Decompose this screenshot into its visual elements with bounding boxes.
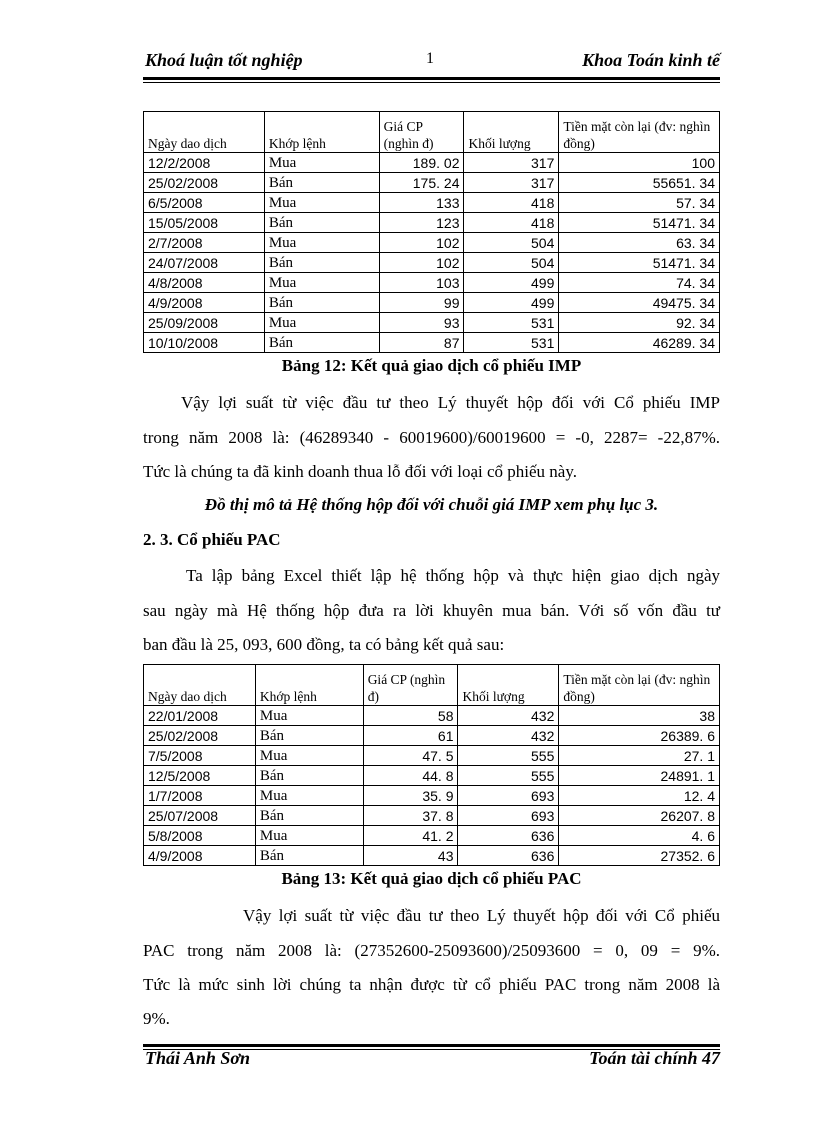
- cell-volume: 432: [458, 706, 559, 726]
- imp-return-line-3: Tức là chúng ta đã kinh doanh thua lỗ đối với loại cổ phiếu này.: [143, 462, 577, 481]
- cell-date: 4/9/2008: [144, 846, 256, 866]
- cell-volume: 693: [458, 786, 559, 806]
- table-row: [144, 806, 720, 826]
- cell-price: 47. 5: [363, 746, 458, 766]
- cell-date: 6/5/2008: [144, 193, 265, 213]
- cell-order: Mua: [264, 153, 379, 173]
- cell-order: Mua: [255, 746, 363, 766]
- cell-volume: 499: [464, 293, 559, 313]
- cell-price: 43: [363, 846, 458, 866]
- cell-cash: 26207. 8: [559, 806, 720, 826]
- page-number: 1: [426, 50, 434, 67]
- cell-order: Mua: [264, 193, 379, 213]
- cell-price: 35. 9: [363, 786, 458, 806]
- cell-order: Bán: [264, 333, 379, 353]
- table-12-caption: Bảng 12: Kết quả giao dịch cổ phiếu IMP: [281, 356, 582, 375]
- table-row: [144, 193, 720, 213]
- header-faculty: Khoa Toán kinh tế: [582, 50, 720, 70]
- cell-cash: 49475. 34: [559, 293, 720, 313]
- cell-price: 58: [363, 706, 458, 726]
- header-rule: [143, 77, 720, 80]
- cell-order: Bán: [264, 173, 379, 193]
- pac-intro-line-3: ban đầu là 25, 093, 600 đồng, ta có bảng kết quả sau:: [143, 635, 505, 654]
- cell-cash: 46289. 34: [559, 333, 720, 353]
- cell-order: Mua: [255, 826, 363, 846]
- cell-volume: 317: [464, 153, 559, 173]
- cell-cash: 12. 4: [559, 786, 720, 806]
- cell-date: 12/2/2008: [144, 153, 265, 173]
- cell-price: 87: [379, 333, 464, 353]
- table-row: [144, 706, 720, 726]
- cell-order: Bán: [264, 293, 379, 313]
- imp-return-line-1: Vậy lợi suất từ việc đầu tư theo Lý thuyết hộp đối với Cổ phiếu IMP: [181, 393, 720, 412]
- cell-cash: 92. 34: [559, 313, 720, 333]
- cell-date: 5/8/2008: [144, 826, 256, 846]
- table-row: [144, 153, 720, 173]
- cell-order: Mua: [255, 786, 363, 806]
- table-row: [144, 786, 720, 806]
- table-row: [144, 233, 720, 253]
- cell-cash: 27352. 6: [559, 846, 720, 866]
- cell-order: Mua: [264, 313, 379, 333]
- cell-date: 1/7/2008: [144, 786, 256, 806]
- cell-volume: 693: [458, 806, 559, 826]
- cell-volume: 636: [458, 826, 559, 846]
- cell-price: 99: [379, 293, 464, 313]
- cell-price: 37. 8: [363, 806, 458, 826]
- cell-cash: 51471. 34: [559, 213, 720, 233]
- cell-volume: 555: [458, 746, 559, 766]
- page-header: [143, 50, 720, 76]
- cell-date: 12/5/2008: [144, 766, 256, 786]
- pac-return-line-1: Vậy lợi suất từ việc đầu tư theo Lý thuyết hộp đối với Cổ phiếu: [243, 906, 720, 925]
- imp-return-line-2: trong năm 2008 là: (46289340 - 60019600)/60019600 = -0, 2287= -22,87%.: [143, 428, 720, 447]
- cell-cash: 100: [559, 153, 720, 173]
- table-row: [144, 826, 720, 846]
- cell-price: 102: [379, 233, 464, 253]
- table-row: [144, 293, 720, 313]
- cell-volume: 418: [464, 193, 559, 213]
- cell-order: Bán: [264, 253, 379, 273]
- cell-price: 123: [379, 213, 464, 233]
- cell-volume: 555: [458, 766, 559, 786]
- imp-chart-note: Đồ thị mô tả Hệ thống hộp đối với chuỗi giá IMP xem phụ lục 3.: [204, 495, 659, 514]
- cell-date: 25/02/2008: [144, 726, 256, 746]
- footer-program: Toán tài chính 47: [589, 1048, 720, 1068]
- imp-trade-table: [143, 111, 720, 353]
- footer-author: Thái Anh Sơn: [145, 1048, 251, 1068]
- cell-price: 133: [379, 193, 464, 213]
- cell-date: 25/07/2008: [144, 806, 256, 826]
- col-header-price: Giá CP (nghìn đ): [363, 665, 458, 706]
- cell-cash: 57. 34: [559, 193, 720, 213]
- table-header-row: [144, 112, 720, 153]
- cell-cash: 27. 1: [559, 746, 720, 766]
- pac-trade-table: [143, 664, 720, 866]
- pac-return-line-2: PAC trong năm 2008 là: (27352600-25093600)/25093600 = 0, 09 = 9%.: [143, 941, 720, 960]
- col-header-price: Giá CP (nghìn đ): [379, 112, 464, 153]
- cell-order: Bán: [255, 806, 363, 826]
- header-thesis-title: Khoá luận tốt nghiệp: [145, 50, 303, 70]
- pac-return-line-3: Tức là mức sinh lời chúng ta nhận được từ cổ phiếu PAC trong năm 2008 là: [143, 975, 720, 994]
- cell-cash: 55651. 34: [559, 173, 720, 193]
- cell-volume: 418: [464, 213, 559, 233]
- cell-volume: 317: [464, 173, 559, 193]
- pac-return-line-4: 9%.: [143, 1009, 170, 1028]
- cell-date: 25/02/2008: [144, 173, 265, 193]
- table-row: [144, 746, 720, 766]
- cell-date: 4/9/2008: [144, 293, 265, 313]
- cell-order: Bán: [264, 213, 379, 233]
- table-row: [144, 846, 720, 866]
- col-header-date: Ngày dao dịch: [144, 112, 265, 153]
- cell-cash: 63. 34: [559, 233, 720, 253]
- table-row: [144, 333, 720, 353]
- cell-cash: 74. 34: [559, 273, 720, 293]
- cell-cash: 4. 6: [559, 826, 720, 846]
- cell-date: 10/10/2008: [144, 333, 265, 353]
- cell-date: 7/5/2008: [144, 746, 256, 766]
- cell-volume: 504: [464, 253, 559, 273]
- col-header-order: Khớp lệnh: [264, 112, 379, 153]
- col-header-volume: Khối lượng: [464, 112, 559, 153]
- cell-order: Bán: [255, 846, 363, 866]
- cell-price: 103: [379, 273, 464, 293]
- cell-cash: 26389. 6: [559, 726, 720, 746]
- cell-order: Mua: [264, 273, 379, 293]
- cell-price: 44. 8: [363, 766, 458, 786]
- table-row: [144, 726, 720, 746]
- table-row: [144, 173, 720, 193]
- pac-intro-line-1: Ta lập bảng Excel thiết lập hệ thống hộp và thực hiện giao dịch ngày: [186, 566, 720, 585]
- col-header-cash: Tiền mặt còn lại (đv: nghìn đồng): [559, 112, 720, 153]
- cell-cash: 38: [559, 706, 720, 726]
- table-row: [144, 253, 720, 273]
- cell-volume: 636: [458, 846, 559, 866]
- cell-date: 22/01/2008: [144, 706, 256, 726]
- cell-price: 102: [379, 253, 464, 273]
- table-row: [144, 273, 720, 293]
- page-footer: [143, 1048, 720, 1074]
- cell-date: 2/7/2008: [144, 233, 265, 253]
- table-row: [144, 766, 720, 786]
- table-13-caption: Bảng 13: Kết quả giao dịch cổ phiếu PAC: [281, 869, 582, 888]
- footer-rule: [143, 1044, 720, 1047]
- cell-cash: 24891. 1: [559, 766, 720, 786]
- cell-date: 24/07/2008: [144, 253, 265, 273]
- cell-price: 189. 02: [379, 153, 464, 173]
- col-header-order: Khớp lệnh: [255, 665, 363, 706]
- col-header-date: Ngày dao dịch: [144, 665, 256, 706]
- cell-order: Mua: [264, 233, 379, 253]
- cell-volume: 504: [464, 233, 559, 253]
- cell-price: 93: [379, 313, 464, 333]
- table-header-row: [144, 665, 720, 706]
- col-header-volume: Khối lượng: [458, 665, 559, 706]
- cell-volume: 531: [464, 313, 559, 333]
- table-row: [144, 313, 720, 333]
- section-heading-pac: 2. 3. Cổ phiếu PAC: [143, 530, 281, 549]
- col-header-cash: Tiền mặt còn lại (đv: nghìn đồng): [559, 665, 720, 706]
- cell-order: Mua: [255, 706, 363, 726]
- cell-volume: 499: [464, 273, 559, 293]
- table-row: [144, 213, 720, 233]
- cell-price: 61: [363, 726, 458, 746]
- cell-price: 41. 2: [363, 826, 458, 846]
- cell-cash: 51471. 34: [559, 253, 720, 273]
- pac-intro-line-2: sau ngày mà Hệ thống hộp đưa ra lời khuyên mua bán. Với số vốn đầu tư: [143, 601, 720, 620]
- cell-order: Bán: [255, 726, 363, 746]
- cell-date: 15/05/2008: [144, 213, 265, 233]
- cell-date: 25/09/2008: [144, 313, 265, 333]
- cell-price: 175. 24: [379, 173, 464, 193]
- cell-date: 4/8/2008: [144, 273, 265, 293]
- cell-volume: 531: [464, 333, 559, 353]
- cell-volume: 432: [458, 726, 559, 746]
- cell-order: Bán: [255, 766, 363, 786]
